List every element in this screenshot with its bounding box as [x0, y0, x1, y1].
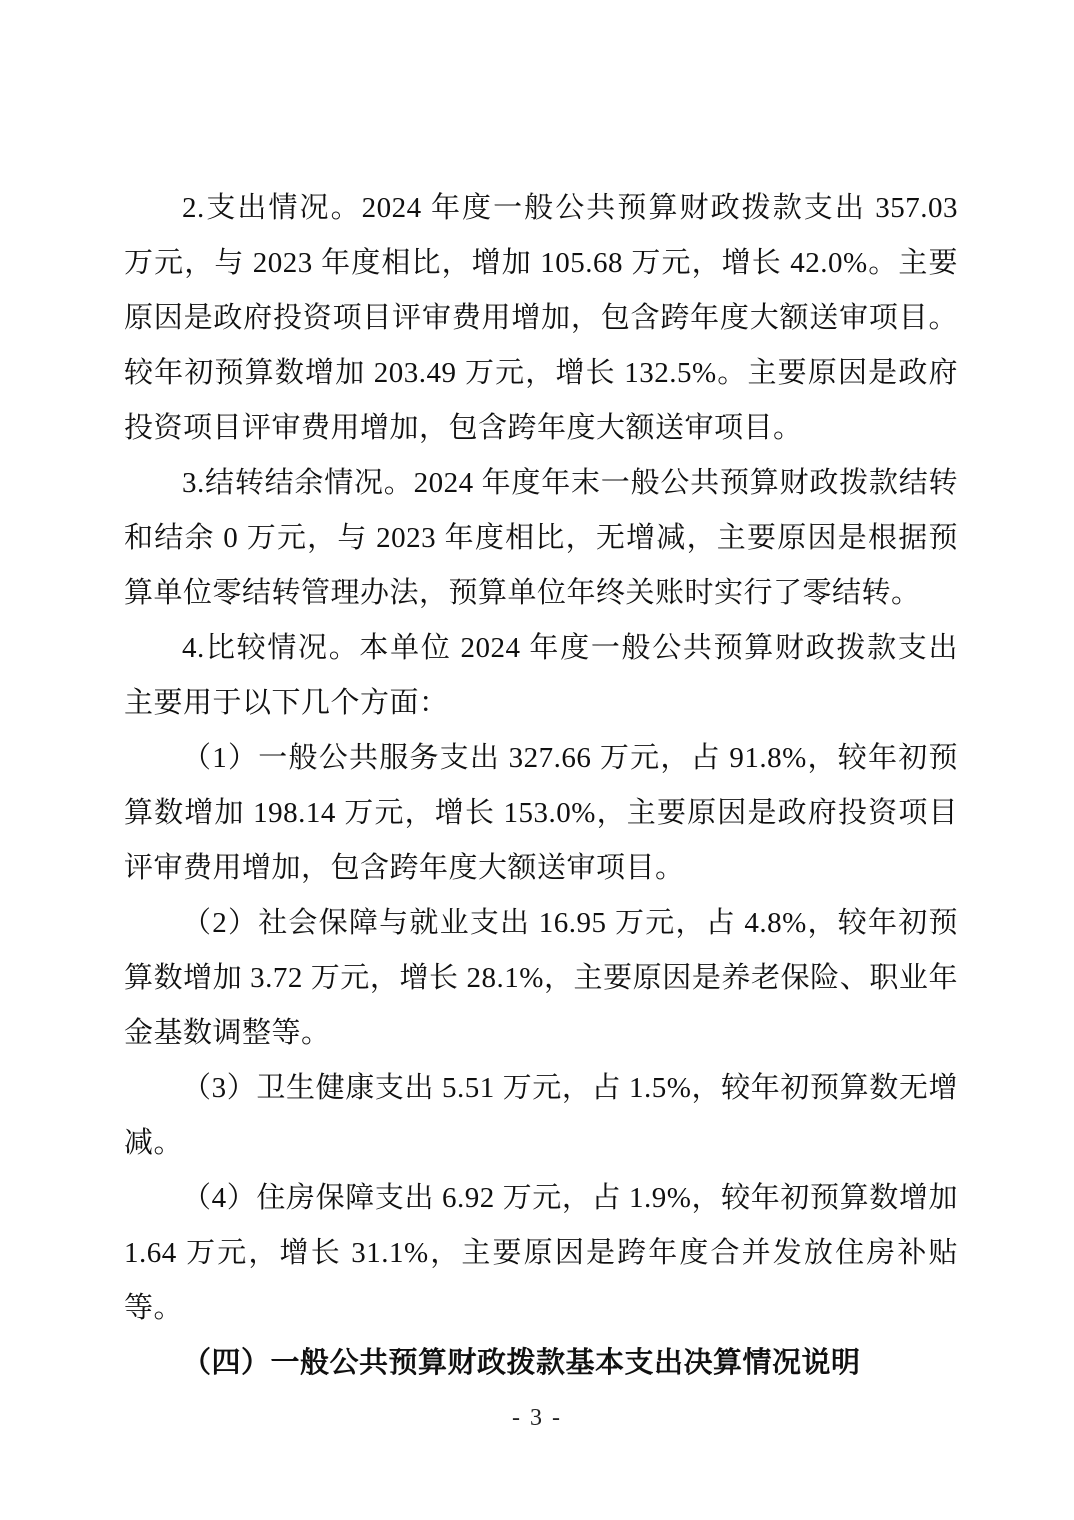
- paragraph-carryover-balance: 3.结转结余情况。2024 年度年末一般公共预算财政拨款结转和结余 0 万元，与 2023 年度相比，无增减，主要原因是根据预算单位零结转管理办法，预算单位年终关账时实行了零结转。: [124, 467, 958, 609]
- page-footer: [0, 1398, 1074, 1438]
- paragraph-comparison-intro: 4.比较情况。本单位 2024 年度一般公共预算财政拨款支出主要用于以下几个方面：: [124, 632, 958, 719]
- document-body: [124, 181, 958, 1391]
- paragraph-item-health: （3）卫生健康支出 5.51 万元，占 1.5%，较年初预算数无增减。: [124, 1072, 958, 1159]
- section-heading-basic-expenditure: （四）一般公共预算财政拨款基本支出决算情况说明: [182, 1347, 861, 1379]
- paragraph-item-social-security: （2）社会保障与就业支出 16.95 万元，占 4.8%，较年初预算数增加 3.72 万元，增长 28.1%，主要原因是养老保险、职业年金基数调整等。: [124, 907, 958, 1049]
- page-number: - 3 -: [512, 1405, 562, 1431]
- paragraph-item-general-public-services: （1）一般公共服务支出 327.66 万元，占 91.8%，较年初预算数增加 198.14 万元，增长 153.0%，主要原因是政府投资项目评审费用增加，包含跨年度大额送审项目。: [124, 742, 958, 884]
- paragraph-item-housing: （4）住房保障支出 6.92 万元，占 1.9%，较年初预算数增加 1.64 万元，增长 31.1%，主要原因是跨年度合并发放住房补贴等。: [124, 1182, 958, 1324]
- paragraph-expenditure-situation: 2.支出情况。2024 年度一般公共预算财政拨款支出 357.03 万元，与 2023 年度相比，增加 105.68 万元，增长 42.0%。主要原因是政府投资项目评审费用增加，包含跨年度大额送审项目。较年初预算数增加 203.49 万元，增长 132.5%。主要原因是政府投资项目评审费用增加，包含跨年度大额送审项目。: [124, 192, 958, 444]
